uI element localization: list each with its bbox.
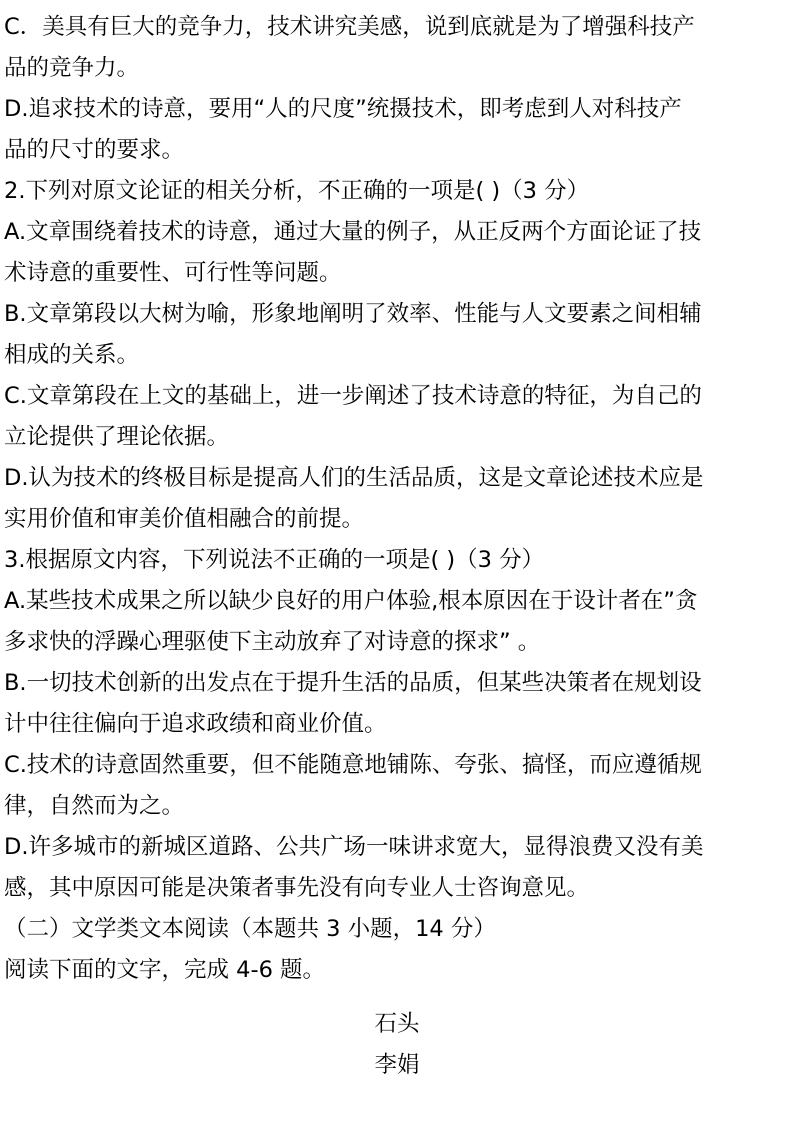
text-line: B.一切技术创新的出发点在于提升生活的品质，但某些决策者在规划设 — [4, 670, 702, 696]
section-heading: （二）文学类文本阅读（本题共 3 小题，14 分） — [4, 916, 496, 942]
question-2-stem: 2.下列对原文论证的相关分析，不正确的一项是( )（3 分） — [4, 178, 590, 204]
text-line: 立论提供了理论依据。 — [4, 424, 230, 450]
text-line: C．美具有巨大的竞争力，技术讲究美感，说到底就是为了增强科技产 — [4, 14, 695, 40]
text-line: A.某些技术成果之所以缺少良好的用户体验,根本原因在于设计者在”贪 — [4, 588, 698, 614]
text-line: D.追求技术的诗意，要用“人的尺度”统摄技术，即考虑到人对科技产 — [4, 96, 682, 122]
text-line: 相成的关系。 — [4, 342, 140, 368]
question-3-stem: 3.根据原文内容，下列说法不正确的一项是( )（3 分） — [4, 547, 545, 573]
text-line: 多求快的浮躁心理驱使下主动放弃了对诗意的探求” 。 — [4, 629, 541, 655]
text-line: D.许多城市的新城区道路、公共广场一味讲求宽大，显得浪费又没有美 — [4, 834, 704, 860]
article-title: 石头 — [374, 1011, 420, 1037]
text-line: 实用价值和审美价值相融合的前提。 — [4, 506, 365, 532]
article-author: 李娟 — [374, 1052, 420, 1078]
text-line: B.文章第段以大树为喻，形象地阐明了效率、性能与人文要素之间相辅 — [4, 301, 702, 327]
text-line: 品的竞争力。 — [4, 55, 140, 81]
text-line: 律，自然而为之。 — [4, 793, 185, 819]
text-line: D.认为技术的终极目标是提高人们的生活品质，这是文章论述技术应是 — [4, 465, 704, 491]
text-line: 感，其中原因可能是决策者事先没有向专业人士咨询意见。 — [4, 875, 590, 901]
reading-instruction: 阅读下面的文字，完成 4-6 题。 — [4, 957, 326, 983]
text-line: C.文章第段在上文的基础上，进一步阐述了技术诗意的特征，为自己的 — [4, 383, 702, 409]
text-line: 术诗意的重要性、可行性等问题。 — [4, 260, 342, 286]
text-line: C.技术的诗意固然重要，但不能随意地铺陈、夸张、搞怪，而应遵循规 — [4, 752, 702, 778]
text-line: 品的尺寸的要求。 — [4, 137, 185, 163]
text-line: 计中往往偏向于追求政绩和商业价值。 — [4, 711, 387, 737]
text-line: A.文章围绕着技术的诗意，通过大量的例子，从正反两个方面论证了技 — [4, 219, 702, 245]
